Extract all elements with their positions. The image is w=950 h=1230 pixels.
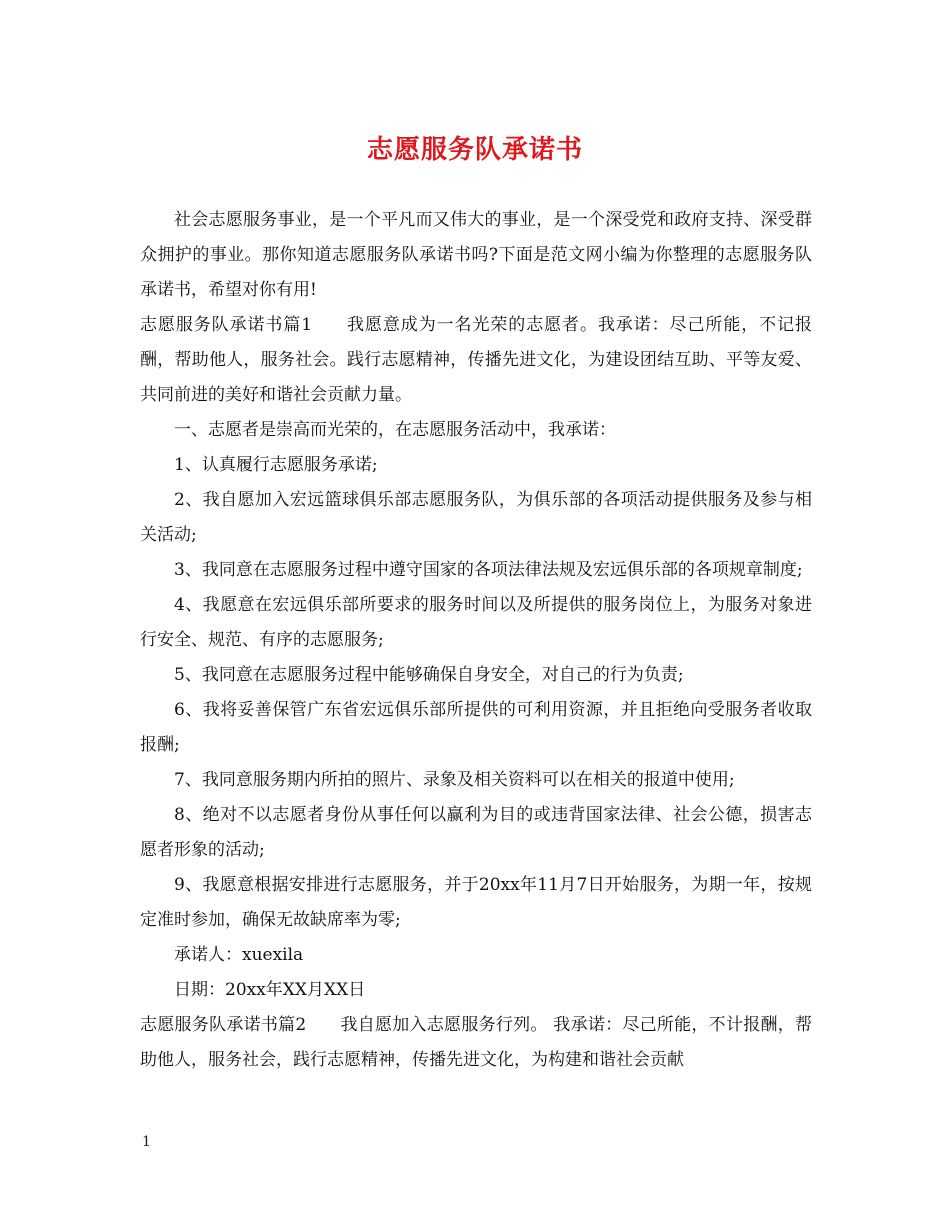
commitment-item-8: 8、绝对不以志愿者身份从事任何以赢利为目的或违背国家法律、社会公德，损害志愿者形象的活动; [140,805,812,860]
section1-intro-line: 一、志愿者是崇高而光荣的，在志愿服务活动中，我承诺： [174,420,616,440]
commitment-item-4: 4、我愿意在宏远俱乐部所要求的服务时间以及所提供的服务岗位上，为服务对象进行安全、规范、有序的志愿服务; [140,595,812,650]
commitment-item-1: 1、认真履行志愿服务承诺; [174,455,378,475]
commitment-item-6: 6、我将妥善保管广东省宏远俱乐部所提供的可利用资源，并且拒绝向受服务者收取报酬; [140,700,812,755]
commitment-item-3: 3、我同意在志愿服务过程中遵守国家的各项法律法规及宏远俱乐部的各项规章制度; [174,560,803,580]
document-body [140,203,812,1078]
section2-lead: 我自愿加入志愿服务行列。 我承诺：尽己所能，不计报酬，帮助他人，服务社会，践行志愿精神，传播先进文化，为构建和谐社会贡献 [140,1015,812,1070]
section2-heading: 志愿服务队承诺书篇2 [140,1015,307,1035]
commitment-item-2: 2、我自愿加入宏远篮球俱乐部志愿服务队，为俱乐部的各项活动提供服务及参与相关活动; [140,490,812,545]
commitment-item-7: 7、我同意服务期内所拍的照片、录象及相关资料可以在相关的报道中使用; [174,770,735,790]
document-title: 志愿服务队承诺书 [366,135,583,165]
commitment-item-5: 5、我同意在志愿服务过程中能够确保自身安全，对自己的行为负责; [174,665,684,685]
commitment-item-9: 9、我愿意根据安排进行志愿服务，并于20xx年11月7日开始服务，为期一年，按规定准时参加，确保无故缺席率为零; [140,875,812,930]
signer-line: 承诺人：xuexila [174,945,304,965]
date-line: 日期：20xx年XX月XX日 [174,980,366,1000]
section2-paragraph [140,1008,812,1078]
intro-paragraph: 社会志愿服务事业，是一个平凡而又伟大的事业，是一个深受党和政府支持、深受群众拥护的事业。那你知道志愿服务队承诺书吗?下面是范文网小编为你整理的志愿服务队承诺书，希望对你有用! [140,210,812,300]
section1-heading: 志愿服务队承诺书篇1 [140,315,313,335]
page-number: 1 [142,1134,151,1150]
section1-paragraph [140,308,812,413]
section1-lead: 我愿意成为一名光荣的志愿者。我承诺：尽己所能，不记报酬，帮助他人，服务社会。践行志愿精神，传播先进文化，为建设团结互助、平等友爱、共同前进的美好和谐社会贡献力量。 [140,315,812,405]
